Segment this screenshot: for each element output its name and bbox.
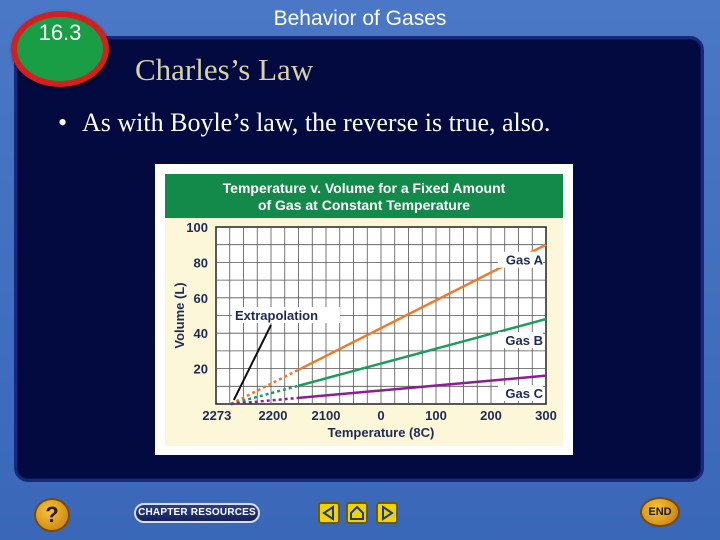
x-tick-label: 300	[535, 408, 557, 423]
home-button[interactable]	[346, 502, 368, 524]
chart-title-line-1: Temperature v. Volume for a Fixed Amount	[222, 180, 506, 196]
series-label: Gas B	[505, 333, 543, 349]
y-tick-label: 100	[186, 220, 208, 235]
end-button[interactable]: END	[640, 497, 680, 527]
x-tick-label: 100	[425, 408, 447, 423]
annotation-extrapolation: Extrapolation	[235, 308, 319, 323]
arrow-left-icon	[320, 504, 338, 522]
y-axis-label: Volume (L)	[172, 282, 187, 349]
bullet-dot-icon: •	[58, 108, 68, 137]
chart-figure	[155, 164, 573, 455]
series-label: Gas C	[505, 386, 543, 401]
y-tick-label: 40	[193, 326, 208, 342]
x-tick-label: 0	[377, 408, 385, 423]
header-title: Behavior of Gases	[273, 7, 447, 30]
chart-title-line-2: of Gas at Constant Temperature	[257, 197, 471, 213]
chapter-resources-button[interactable]: CHAPTER RESOURCES	[134, 503, 260, 523]
help-button[interactable]: ?	[34, 498, 70, 532]
x-axis-label: Temperature (8C)	[327, 425, 435, 440]
y-tick-label: 80	[193, 255, 208, 271]
y-tick-label: 60	[193, 290, 208, 306]
slide-title: Charles’s Law	[135, 52, 314, 87]
x-tick-label: 2273	[202, 408, 232, 423]
section-badge	[11, 11, 109, 87]
x-tick-label: 200	[480, 408, 502, 423]
chart-svg	[158, 167, 570, 452]
home-icon	[348, 504, 366, 522]
y-tick-label: 20	[193, 361, 208, 377]
x-tick-label: 2200	[258, 408, 288, 423]
x-tick-label: 2100	[311, 408, 341, 423]
arrow-right-icon	[378, 504, 396, 522]
series-label: Gas A	[505, 252, 543, 268]
bullet-text: As with Boyle’s law, the reverse is true, also.	[82, 108, 551, 137]
next-button[interactable]	[376, 502, 398, 524]
section-number: 16.3	[38, 20, 82, 45]
previous-button[interactable]	[318, 502, 340, 524]
